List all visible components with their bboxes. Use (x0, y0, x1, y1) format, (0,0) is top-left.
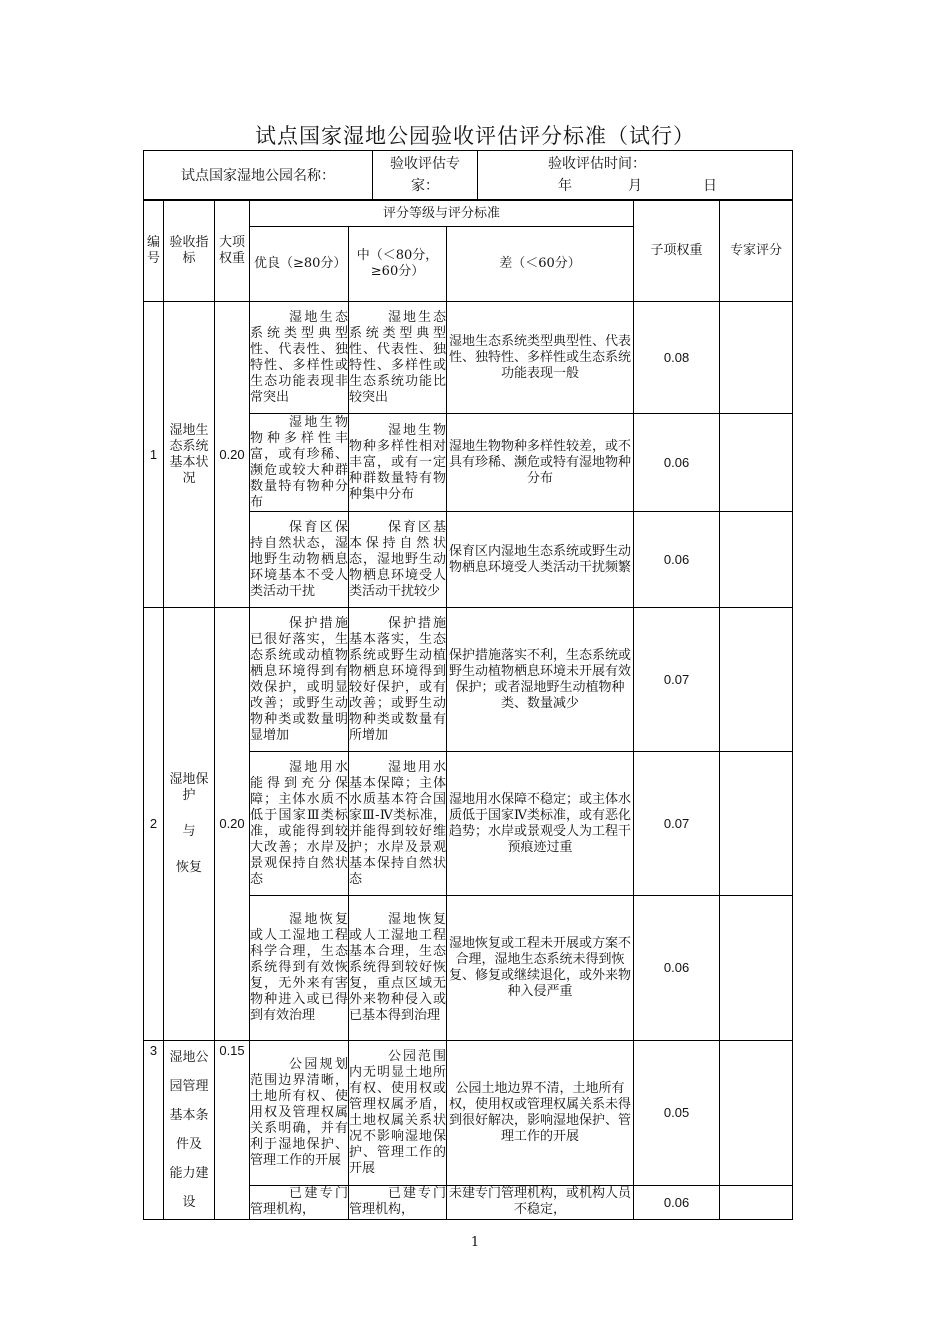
criterion-excellent: 湿地生物物种多样性丰富，或有珍稀、濒危或较大种群数量特有物种分布 (250, 414, 348, 510)
group-indicator: 湿地保 护 与 恢复 (164, 608, 215, 1041)
col-excellent-header: 优良（≥80分） (250, 227, 349, 302)
criterion-medium: 保育区基本保持自然状态，湿地野生动物栖息环境受人类活动干扰较少 (349, 512, 447, 608)
date-month: 月 (628, 178, 642, 194)
criterion-excellent: 保护措施已很好落实，生态系统或动植物栖息环境得到有效保护，或明显改善；或野生动物种类或数量明显增加 (250, 608, 349, 752)
col-weight-header: 大项权重 (215, 201, 250, 302)
time-label: 验收评估时间： (548, 156, 646, 172)
criterion-medium: 湿地生态系统类型典型性、代表性、独特性、多样性或生态系统功能比较突出 (349, 302, 447, 414)
expert-score-cell[interactable] (720, 512, 793, 608)
page-number: 1 (470, 1235, 480, 1250)
document-title: 试点国家湿地公园验收评估评分标准（试行） (255, 124, 695, 148)
criterion-poor: 湿地恢复或工程未开展或方案不合理，湿地生态系统未得到恢复、修复或继续退化，或外来物种入侵严重 (447, 896, 634, 1041)
col-subweight-header: 子项权重 (634, 201, 720, 302)
expert-score-cell[interactable] (720, 1041, 793, 1186)
date-year: 年 (558, 178, 572, 194)
criterion-poor: 湿地用水保障不稳定；或主体水质低于国家Ⅳ类标准，或有恶化趋势；水岸或景观受人为工程干预痕迹过重 (447, 752, 634, 896)
col-medium-header: 中（＜80分，≥60分） (349, 227, 447, 302)
sub-weight: 0.07 (634, 752, 720, 896)
group-number: 3 (144, 1041, 164, 1220)
sub-weight: 0.05 (634, 1041, 720, 1186)
criterion-excellent: 公园规划范围边界清晰，土地所有权、使用权及管理权属关系明确，并有利于湿地保护、管理工作的开展 (250, 1041, 349, 1186)
expert-score-cell[interactable] (720, 1186, 793, 1220)
col-expert-score-header: 专家评分 (720, 201, 793, 302)
table-row (144, 302, 793, 414)
sub-weight: 0.06 (634, 896, 720, 1041)
sub-weight: 0.08 (634, 302, 720, 414)
expert-label: 验收评估专家： (373, 151, 478, 200)
criterion-medium: 公园范围内无明显土地所有权、使用权或管理权属矛盾，土地权属关系状况不影响湿地保护、管理工作的开展 (349, 1041, 447, 1186)
park-name-label: 试点国家湿地公园名称： (144, 151, 373, 200)
criterion-poor: 保护措施落实不利，生态系统或野生动植物栖息环境未开展有效保护；或者湿地野生动植物种类、数量减少 (447, 608, 634, 752)
group-number: 1 (144, 302, 164, 608)
col-poor-header: 差（＜60分） (447, 227, 634, 302)
criterion-medium: 保护措施基本落实，生态系统或野生动植物栖息环境得到较好保护，或有改善；或野生动物种类或数量有所增加 (349, 608, 447, 752)
criterion-poor: 公园土地边界不清，土地所有权，使用权或管理权属关系未得到很好解决，影响湿地保护、管理工作的开展 (447, 1041, 634, 1186)
col-grading-header: 评分等级与评分标准 (250, 201, 634, 227)
sub-weight: 0.06 (634, 414, 720, 512)
expert-score-cell[interactable] (720, 896, 793, 1041)
criterion-excellent: 湿地恢复或人工湿地工程科学合理，生态系统得到有效恢复，无外来有害物种进入或已得到有效治理 (250, 896, 349, 1041)
expert-score-cell[interactable] (720, 414, 793, 512)
criterion-poor: 保育区内湿地生态系统或野生动物栖息环境受人类活动干扰频繁 (447, 512, 634, 608)
criterion-medium: 湿地生物物种多样性相对丰富，或有一定种群数量特有物种集中分布 (349, 414, 447, 512)
expert-score-cell[interactable] (720, 302, 793, 414)
evaluation-time (478, 151, 793, 200)
sub-weight: 0.06 (634, 512, 720, 608)
criterion-medium: 已建专门管理机构， (349, 1186, 447, 1220)
criterion-poor: 未建专门管理机构，或机构人员不稳定， (447, 1186, 634, 1220)
criterion-excellent: 已建专门管理机构， (250, 1186, 349, 1220)
header-table (143, 150, 793, 200)
group-number: 2 (144, 608, 164, 1041)
criterion-excellent: 保育区保持自然状态，湿地野生动物栖息环境基本不受人类活动干扰 (250, 512, 349, 608)
table-row (144, 608, 793, 752)
table-row (144, 1041, 793, 1186)
scoring-table (143, 200, 793, 1220)
criterion-excellent: 湿地用水能得到充分保障；主体水质不低于国家Ⅲ类标准，或能得到较大改善；水岸及景观保持自然状态 (250, 752, 349, 896)
group-weight: 0.15 (215, 1041, 250, 1220)
criterion-poor: 湿地生态系统类型典型性、代表性、独特性、多样性或生态系统功能表现一般 (447, 302, 634, 414)
date-line (478, 175, 792, 197)
col-indicator-header: 验收指标 (164, 201, 215, 302)
group-weight: 0.20 (215, 302, 250, 608)
sub-weight: 0.07 (634, 608, 720, 752)
col-num-header: 编号 (144, 201, 164, 302)
criterion-medium: 湿地恢复或人工湿地工程基本合理，生态系统得到较好恢复，重点区域无外来物种侵入或已基本得到治理 (349, 896, 447, 1041)
group-weight: 0.20 (215, 608, 250, 1041)
criterion-excellent: 湿地生态系统类型典型性、代表性、独特性、多样性或生态功能表现非常突出 (250, 302, 349, 414)
sub-weight: 0.06 (634, 1186, 720, 1220)
group-indicator: 湿地生态系统基本状况 (164, 302, 215, 608)
group-indicator: 湿地公 园管理 基本条 件及 能力建 设 (164, 1041, 215, 1220)
expert-score-cell[interactable] (720, 752, 793, 896)
date-day: 日 (703, 178, 717, 194)
expert-score-cell[interactable] (720, 608, 793, 752)
criterion-medium: 湿地用水基本保障；主体水质基本符合国家Ⅲ-Ⅳ类标准，并能得到较好维护；水岸及景观基本保持自然状态 (349, 752, 447, 896)
criterion-poor: 湿地生物物种多样性较差，或不具有珍稀、濒危或特有湿地物种分布 (447, 414, 634, 512)
